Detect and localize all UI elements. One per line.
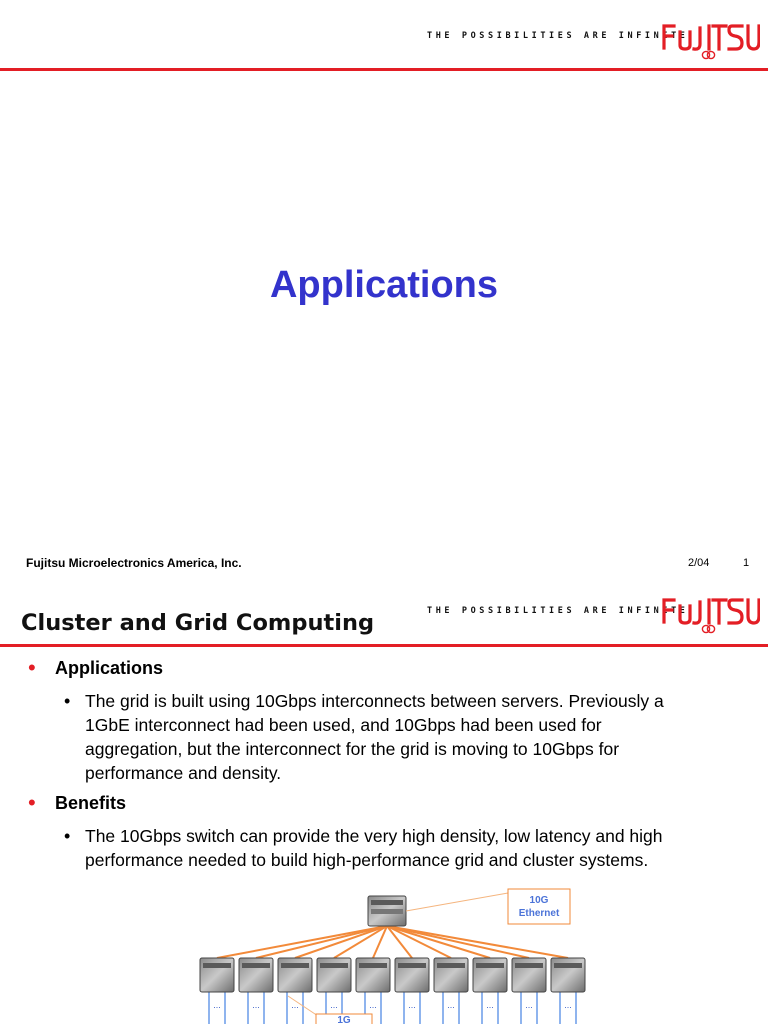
callout-10g-ethernet <box>406 889 570 924</box>
fujitsu-logo <box>660 18 760 60</box>
bullet-heading-benefits: Benefits <box>55 793 127 813</box>
bullet-heading-applications: Applications <box>55 658 164 678</box>
sub-bullet-marker: • <box>64 691 71 711</box>
server-node-icon <box>551 958 585 992</box>
core-switch-icon <box>368 896 406 926</box>
server-node-icon <box>356 958 390 992</box>
callout-10g-line2: Ethernet <box>518 908 560 919</box>
header-rule <box>0 68 768 71</box>
ellipsis-icon: ... <box>369 1000 377 1010</box>
server-node-icon <box>473 958 507 992</box>
bullet-marker: • <box>28 655 36 680</box>
slide-title-text: Applications <box>269 264 499 306</box>
ellipsis-icon: ... <box>525 1000 533 1010</box>
sub-bullet-marker: • <box>64 826 71 846</box>
text-line: The grid is built using 10Gbps interconnects between servers. Previously a <box>85 691 664 711</box>
text-line: performance needed to build high-performance grid and cluster systems. <box>85 850 649 870</box>
server-node-icon <box>317 958 351 992</box>
slide-heading: Cluster and Grid Computing <box>21 610 375 636</box>
footer-company: Fujitsu Microelectronics America, Inc. <box>26 556 242 570</box>
brand-tagline: THE POSSIBILITIES ARE INFINITE <box>427 31 689 41</box>
uplink-lines <box>217 926 568 958</box>
text-line: The 10Gbps switch can provide the very high density, low latency and high <box>85 826 663 846</box>
ellipsis-icon: ... <box>447 1000 455 1010</box>
brand-tagline: THE POSSIBILITIES ARE INFINITE <box>427 606 689 616</box>
ellipsis-icon: ... <box>252 1000 260 1010</box>
ellipsis-icon: ... <box>291 1000 299 1010</box>
text-line: aggregation, but the interconnect for the grid is moving to 10Gbps for <box>85 739 620 759</box>
ellipsis-icon: ... <box>213 1000 221 1010</box>
slide-cluster-grid <box>0 586 768 1024</box>
downlink-lines <box>209 992 576 1024</box>
bullet-marker: • <box>28 790 36 815</box>
server-node-icon <box>395 958 429 992</box>
server-node-icon <box>200 958 234 992</box>
footer-date: 2/04 <box>688 557 710 569</box>
text-line: 1GbE interconnect had been used, and 10Gbps had been used for <box>85 715 602 735</box>
ellipsis-icon: ... <box>408 1000 416 1010</box>
footer-page-number: 1 <box>743 557 750 569</box>
uplink-line <box>256 926 387 958</box>
server-node-icon <box>278 958 312 992</box>
callout-10g-line1: 10G <box>529 895 549 906</box>
ellipsis-icon: ... <box>564 1000 572 1010</box>
server-node-icon <box>512 958 546 992</box>
server-node-icon <box>239 958 273 992</box>
text-line: performance and density. <box>85 763 282 783</box>
callout-1g-label: 1G <box>337 1015 351 1024</box>
ellipsis-icon: ... <box>486 1000 494 1010</box>
network-diagram <box>0 586 768 1024</box>
server-node-icon <box>434 958 468 992</box>
server-nodes <box>200 958 585 992</box>
ellipsis-icon: ... <box>330 1000 338 1010</box>
